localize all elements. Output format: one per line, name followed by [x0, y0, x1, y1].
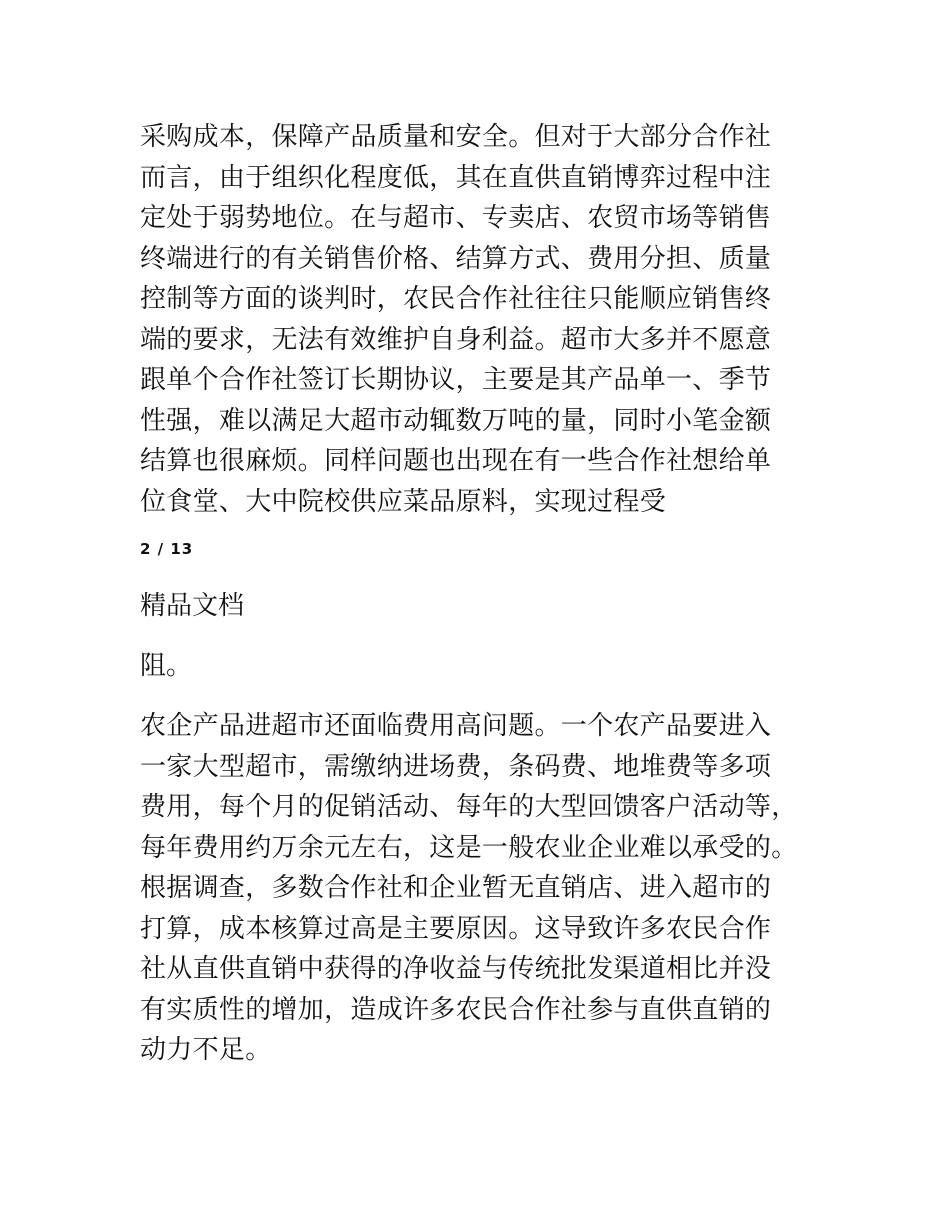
text-line: 采购成本，保障产品质量和安全。但对于大部分合作社 [140, 122, 772, 152]
text-line: 打算，成本核算过高是主要原因。这导致许多农民合作 [140, 913, 772, 944]
paragraph-2 [140, 706, 798, 1071]
text-line: 根据调查，多数合作社和企业暂无直销店、进入超市的 [140, 873, 772, 903]
text-line: 费用，每个月的促销活动、每年的大型回馈客户活动等， [140, 792, 798, 822]
text-line: 有实质性的增加，造成许多农民合作社参与直供直销的 [140, 994, 772, 1025]
text-line: 一家大型超市，需缴纳进场费，条码费、地堆费等多项 [140, 751, 772, 782]
text-line: 每年费用约万余元左右，这是一般农业企业难以承受的。 [140, 832, 798, 863]
document-header-label: 精品文档 [140, 591, 245, 621]
text-line: 而言，由于组织化程度低，其在直供直销博弈过程中注 [140, 162, 772, 193]
text-line: 终端进行的有关销售价格、结算方式、费用分担、质量 [140, 243, 772, 274]
paragraph-1 [140, 117, 771, 522]
text-line: 位食堂、大中院校供应菜品原料，实现过程受 [140, 486, 667, 517]
continuation-text: 阻。 [140, 651, 193, 681]
text-line: 端的要求，无法有效维护自身利益。超市大多并不愿意 [140, 324, 772, 355]
text-line: 定处于弱势地位。在与超市、专卖店、农贸市场等销售 [140, 203, 772, 233]
text-line: 农企产品进超市还面临费用高问题。一个农产品要进入 [140, 711, 772, 741]
text-line: 性强，难以满足大超市动辄数万吨的量，同时小笔金额 [140, 405, 772, 436]
text-line: 跟单个合作社签订长期协议，主要是其产品单一、季节 [140, 365, 772, 395]
text-line: 社从直供直销中获得的净收益与传统批发渠道相比并没 [140, 954, 772, 984]
text-line: 动力不足。 [140, 1035, 272, 1065]
text-line: 结算也很麻烦。同样问题也出现在有一些合作社想给单 [140, 446, 772, 476]
text-line: 控制等方面的谈判时，农民合作社往往只能顺应销售终 [140, 284, 772, 314]
page-number: 2 / 13 [140, 540, 194, 558]
